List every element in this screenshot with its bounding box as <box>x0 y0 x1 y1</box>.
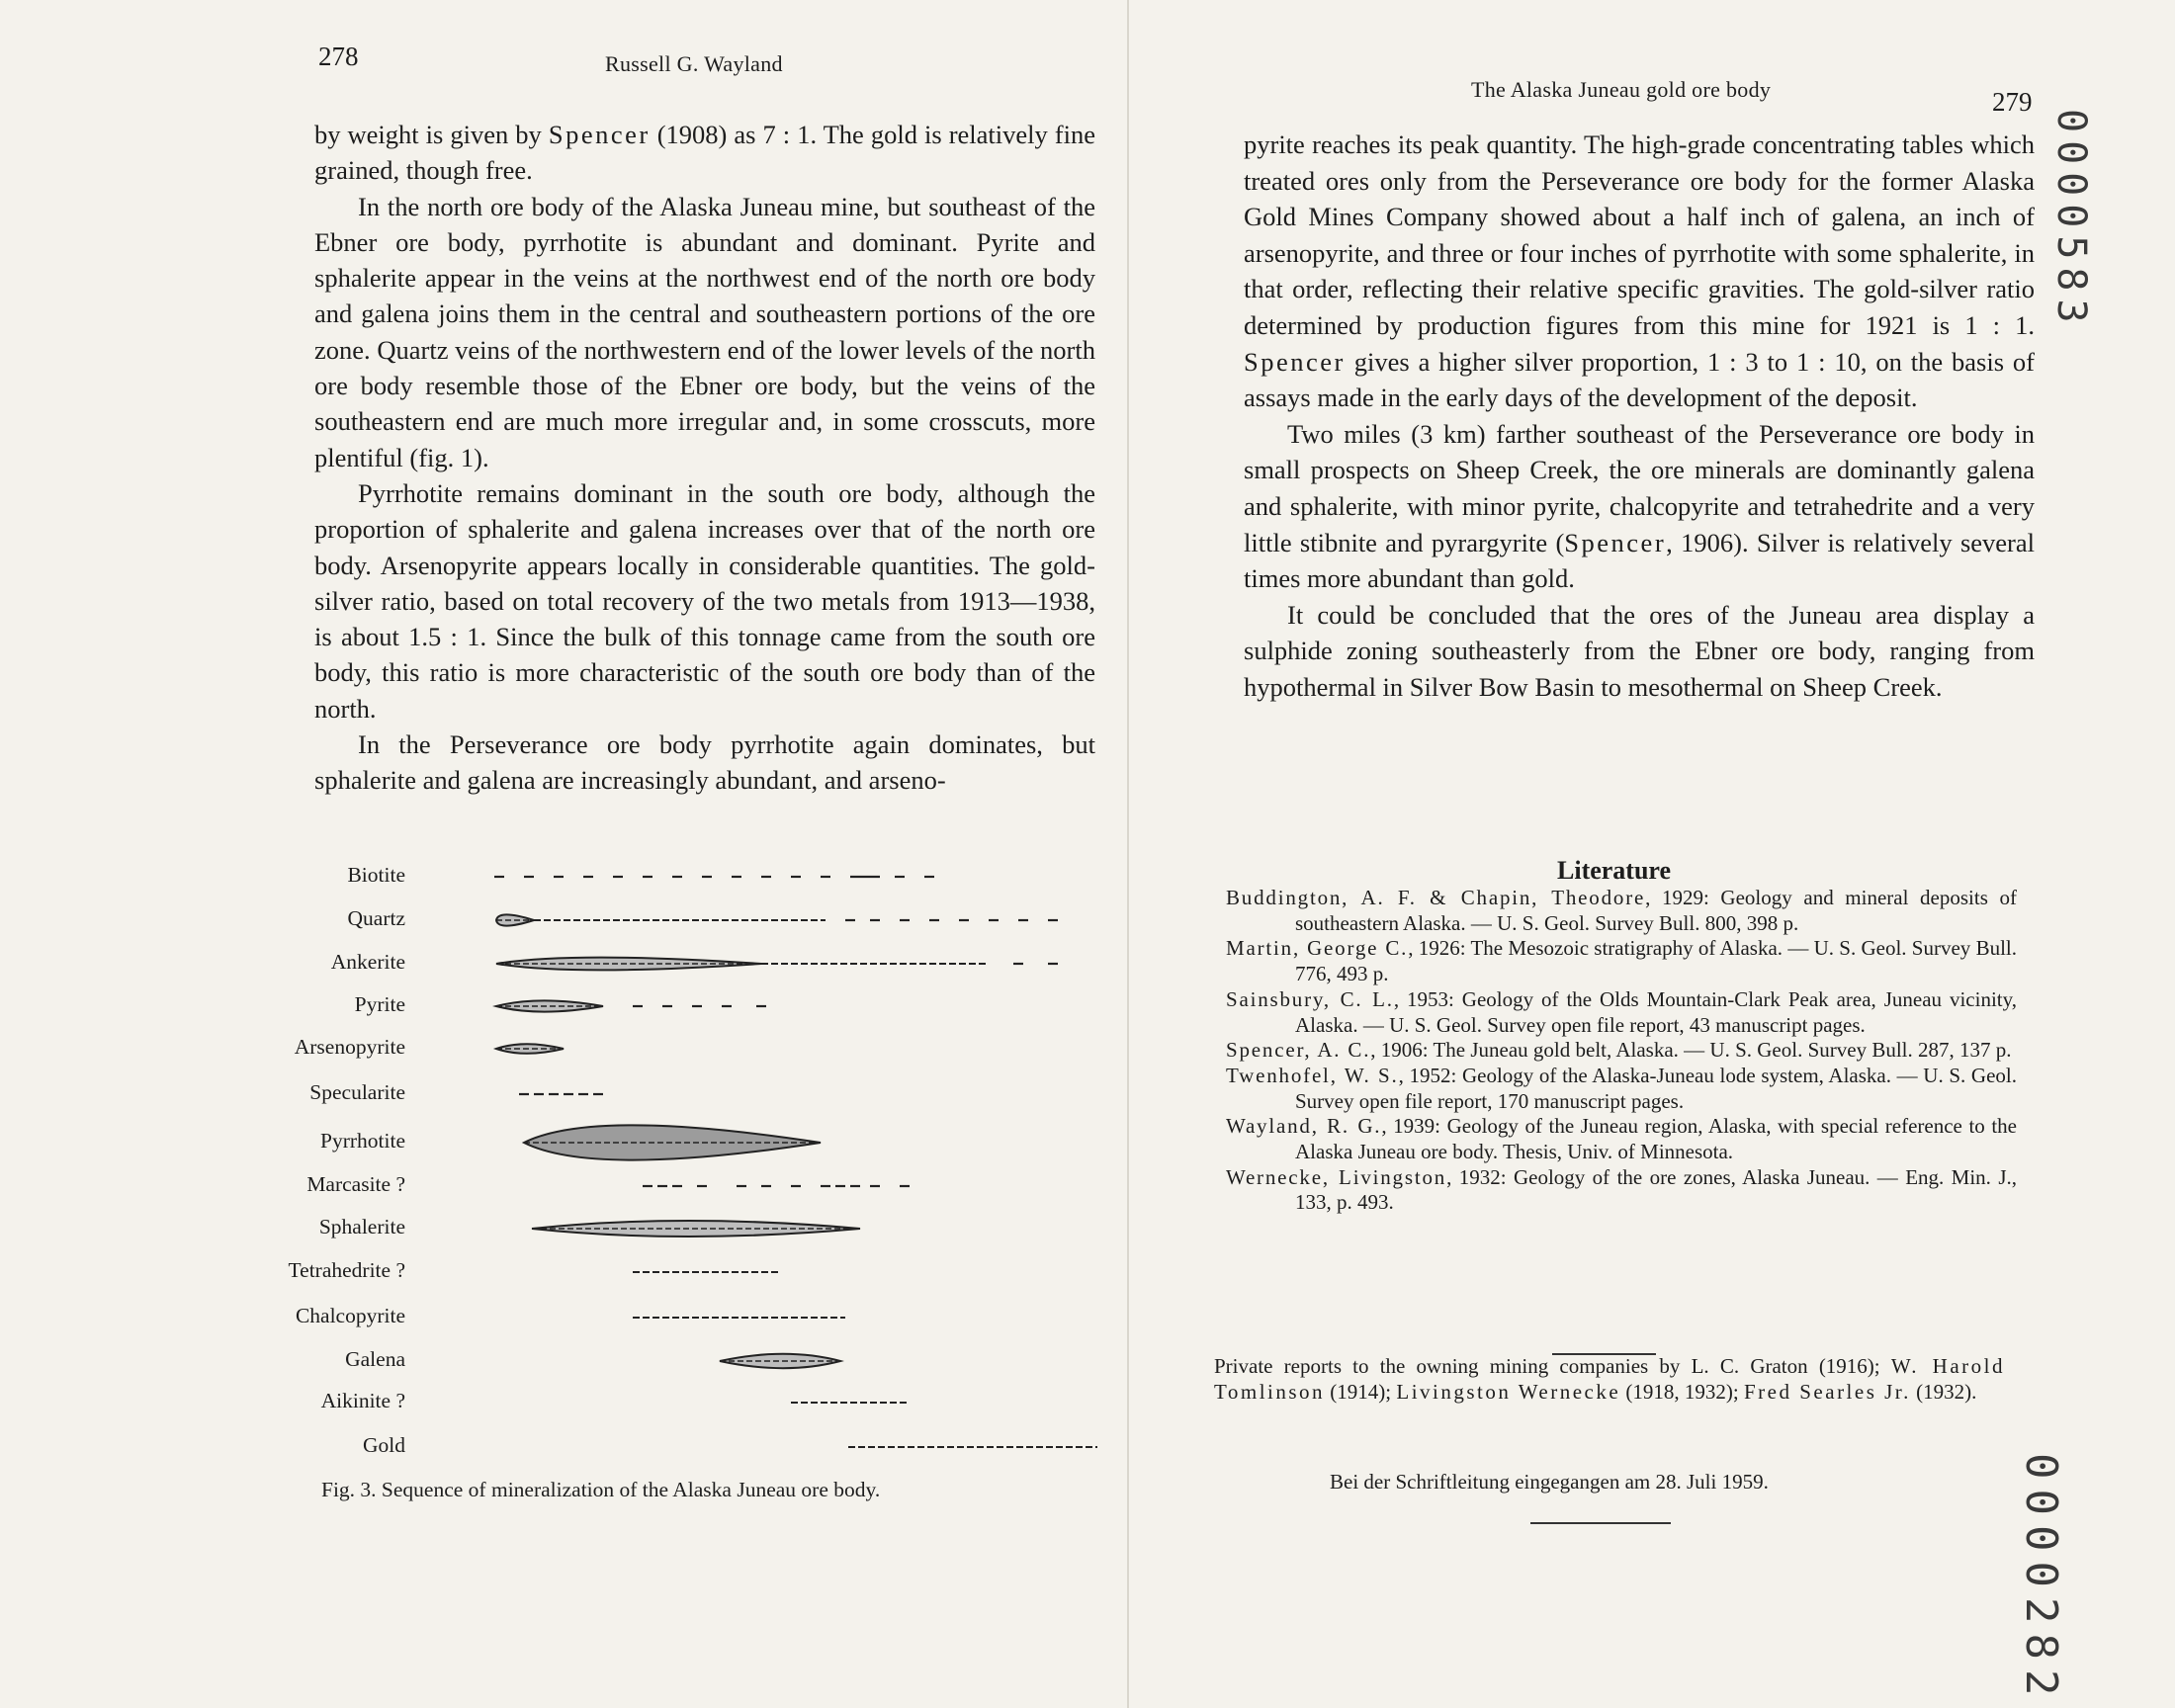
archive-stamp-top: 0000583 <box>2048 109 2094 331</box>
reference-item <box>1226 1064 2017 1114</box>
text-run: pyrite reaches its peak quantity. The high-grade concentrating tables which treated ores only from the Perseverance ore body for the former Alaska Gold Mines Company showed about a half inch of galena, an inch of arsenopyrite, and three or four inches of pyrrhotite with some sphalerite, in that order, reflecting their relative specific gravities. The gold-silver ratio determined by production figures from this mine for 1921 is 1 : 1. <box>1244 129 2035 340</box>
author-name: Spencer <box>548 120 651 149</box>
left-running-head: Russell G. Wayland <box>605 51 783 76</box>
text-run: gives a higher silver proportion, 1 : 3 to 1 : 10, on the basis of assays made in the early days of the development of the deposit. <box>1244 346 2035 413</box>
paragraph: In the north ore body of the Alaska Juneau mine, but southeast of the Ebner ore body, pyrrhotite is abundant and dominant. Pyrite and sphalerite appear in the veins at the northwest end of the north ore body and galena joins them in the central and southeastern portions of the ore zone. Quartz veins of the northwestern end of the lower levels of the north ore body resemble those of the Ebner ore body, but the veins of the southeastern end are much more irregular and, in some crosscuts, more plentiful (fig. 1). <box>314 191 1095 472</box>
mineral-label: Pyrite <box>354 992 405 1016</box>
text-run: Private reports to the owning mining companies by L. C. Graton (1916); <box>1214 1354 1891 1378</box>
mineral-label: Gold <box>363 1433 405 1457</box>
left-body-text <box>314 117 1095 799</box>
reference-author: Martin, George C. <box>1226 936 1409 961</box>
mineral-label: Aikinite ? <box>320 1389 405 1412</box>
reference-author: Sainsbury, C. L. <box>1226 986 1394 1011</box>
mineral-label: Tetrahedrite ? <box>288 1258 405 1282</box>
mineral-bar <box>496 914 1058 925</box>
private-reports-note <box>1214 1354 2005 1405</box>
paragraph <box>1244 416 2035 597</box>
author-name: Livingston Wernecke <box>1396 1379 1621 1404</box>
reference-text: , 1939: Geology of the Juneau region, Alaska, with special reference to the Alaska Juneau ore body. Thesis, Univ. of Minnesota. <box>1295 1114 2017 1164</box>
reference-item <box>1226 1038 2017 1064</box>
mineral-bar <box>524 1125 821 1159</box>
figure-drawing <box>287 850 1097 1522</box>
right-page-number: 279 <box>1992 87 2033 117</box>
reference-author: Wayland, R. G. <box>1226 1114 1382 1139</box>
mineralization-sequence-figure <box>287 850 1097 1522</box>
reference-author: Buddington, A. F. & Chapin, Theodore <box>1226 886 1646 909</box>
reference-text: , 1929: Geology and mineral deposits of southeastern Alaska. — U. S. Geol. Survey Bull. 800, 398 p. <box>1295 886 2017 935</box>
text-run: by weight is given by <box>314 120 549 149</box>
paragraph <box>1244 127 2035 416</box>
right-running-head: The Alaska Juneau gold ore body <box>1471 77 1772 102</box>
right-body-text <box>1244 127 2035 706</box>
mineral-label: Pyrrhotite <box>320 1129 405 1153</box>
paragraph: It could be concluded that the ores of the Juneau area display a sulphide zoning southeasterly from the Ebner ore body, ranging from hypothermal in Silver Bow Basin to mesothermal on Sheep Creek. <box>1244 599 2035 702</box>
mineral-label: Marcasite ? <box>306 1172 405 1196</box>
end-rule <box>1530 1522 1671 1524</box>
reference-author: Wernecke, Livingston <box>1226 1164 1447 1189</box>
reference-text: , 1932: Geology of the ore zones, Alaska Juneau. — Eng. Min. J., 133, p. 493. <box>1295 1164 2017 1215</box>
text-run: Two miles (3 km) farther southeast of the Perseverance ore body in small prospects on Sheep Creek, the ore minerals are dominantly galena and sphalerite, with minor pyrite, chalcopyrite and tetrahedrite and a very little stibnite and pyrargyrite ( <box>1244 418 2035 557</box>
text-run: (1914); <box>1325 1379 1397 1404</box>
paragraph: Pyrrhotite remains dominant in the south ore body, although the proportion of sphalerite and galena increases over that of the north ore body. Arsenopyrite appears locally in considerable quantities. The gold-silver ratio, based on total recovery of the two metals from 1913—1938, is about 1.5 : 1. Since the bulk of this tonnage came from the south ore body, this ratio is more characteristic of the south ore body than of the north. <box>314 477 1095 724</box>
text-run: (1908) as 7 : 1. The gold is relatively fine grained, though free. <box>314 120 1095 186</box>
left-page-number: 278 <box>318 42 359 71</box>
archive-stamp-bottom: 0000282 <box>2016 1453 2066 1706</box>
text-run: (1932). <box>1910 1379 1977 1404</box>
reference-list <box>1226 886 2017 1216</box>
gutter <box>1127 0 1129 1708</box>
mineral-label: Chalcopyrite <box>295 1304 405 1327</box>
reference-text: , 1906: The Juneau gold belt, Alaska. — U. S. Geol. Survey Bull. 287, 137 p. <box>1370 1038 2012 1063</box>
author-name: W. Harold Tomlinson <box>1214 1354 2005 1404</box>
text-run: (1918, 1932); <box>1620 1379 1744 1404</box>
reference-item <box>1226 936 2017 986</box>
mineral-label: Arsenopyrite <box>294 1035 405 1059</box>
mineral-bar <box>496 958 1058 971</box>
paragraph <box>314 117 1095 189</box>
mineral-bar <box>532 1221 860 1237</box>
figure-caption: Fig. 3. Sequence of mineralization of the Alaska Juneau ore body. <box>321 1478 881 1501</box>
reference-author: Spencer, A. C. <box>1226 1038 1371 1063</box>
mineral-label: Specularite <box>309 1080 405 1104</box>
literature-heading: Literature <box>1557 856 1672 885</box>
mineral-label: Ankerite <box>330 950 405 974</box>
reference-item <box>1226 1114 2017 1164</box>
author-name: Fred Searles Jr. <box>1744 1379 1911 1404</box>
mineral-bar <box>720 1354 840 1368</box>
reference-text: , 1952: Geology of the Alaska-Juneau lode system, Alaska. — U. S. Geol. Survey open file report, 170 manuscript pages. <box>1295 1063 2018 1113</box>
mineral-label: Biotite <box>347 863 405 887</box>
reference-text: , 1953: Geology of the Olds Mountain-Clark Peak area, Juneau vicinity, Alaska. — U. S. Geol. Survey open file report, 43 manuscript pages. <box>1295 986 2018 1037</box>
received-date-note: Bei der Schriftleitung eingegangen am 28. Juli 1959. <box>1330 1470 1769 1494</box>
mineral-label: Quartz <box>347 906 405 930</box>
author-name: Spencer <box>1564 527 1667 557</box>
reference-item <box>1226 987 2017 1038</box>
mineral-bar <box>496 1000 766 1011</box>
mineral-label: Sphalerite <box>318 1215 405 1238</box>
reference-item <box>1226 1165 2017 1216</box>
text-run: , 1906). Silver is relatively several times more abundant than gold. <box>1244 527 2035 594</box>
reference-author: Twenhofel, W. S. <box>1226 1063 1399 1087</box>
mineral-bar <box>496 1044 564 1054</box>
mineral-label: Galena <box>345 1347 405 1371</box>
author-name: Spencer <box>1244 346 1346 377</box>
reference-text: , 1926: The Mesozoic stratigraphy of Alaska. — U. S. Geol. Survey Bull. 776, 493 p. <box>1295 936 2017 986</box>
paragraph: In the Perseverance ore body pyrrhotite again dominates, but sphalerite and galena are increasingly abundant, and arseno- <box>314 729 1095 796</box>
reference-item <box>1226 886 2017 936</box>
